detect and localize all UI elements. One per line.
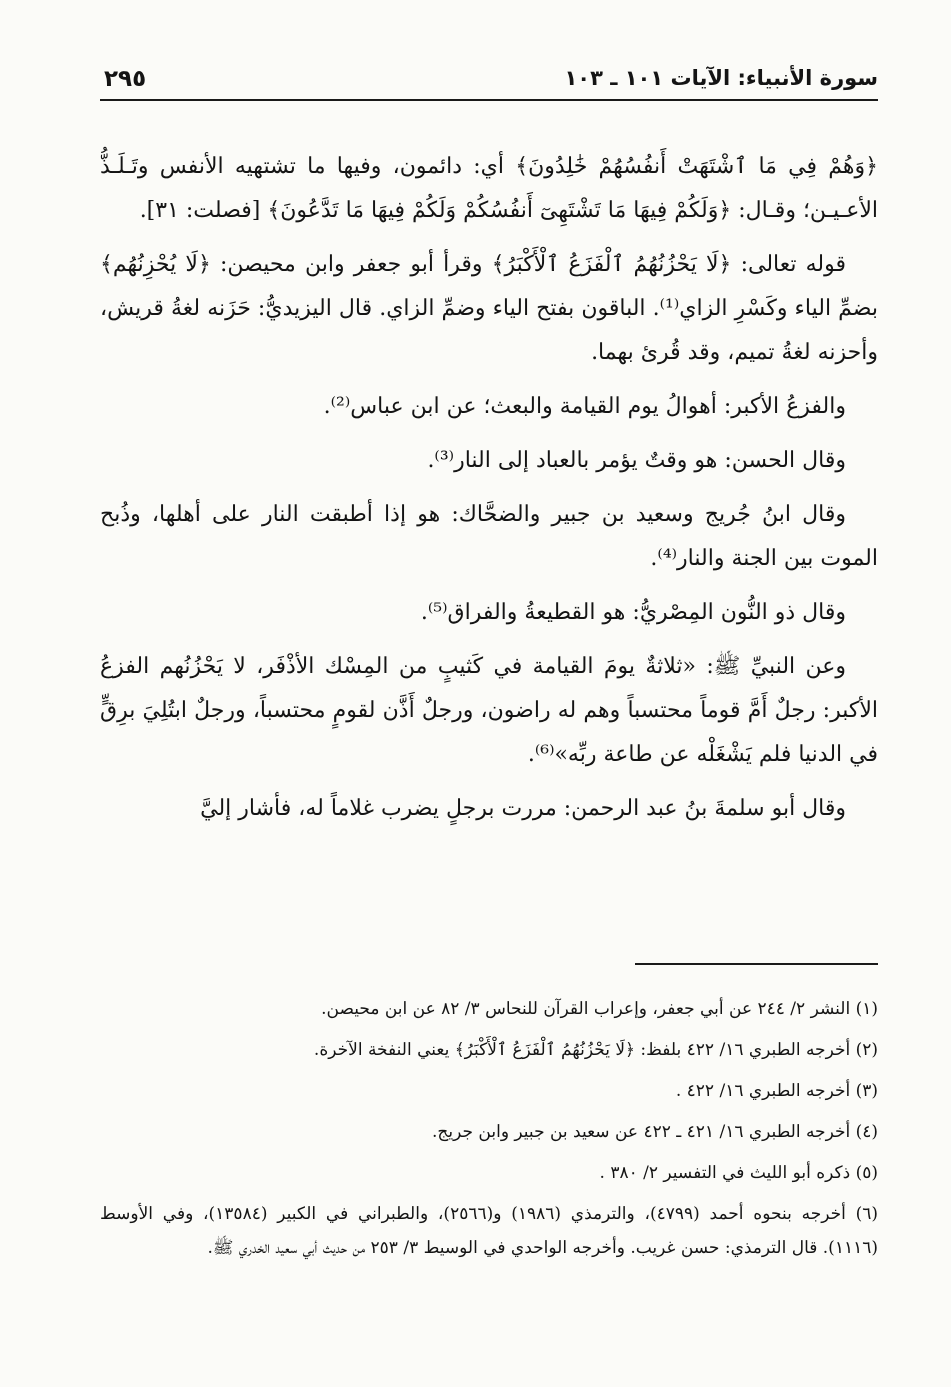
page-number: ٢٩٥ [104, 66, 147, 92]
paragraph: ﴿وَهُمْ فِي مَا ٱشْتَهَتْ أَنفُسُهُمْ خَٰلِدُونَ﴾ أي: دائمون، وفيها ما تشتهيه الأنفس وتَـلَـذُّ الأعـيـن؛ وقـال: ﴿وَلَكُمْ فِيهَا مَا تَشْتَهِىٓ أَنفُسُكُمْ وَلَكُمْ فِيهَا مَا تَدَّعُونَ﴾ [فصلت: ٣١]. [100, 154, 878, 223]
footnote: (٦) أخرجه بنحوه أحمد (٤٧٩٩)، والترمذي (١٩٨٦) و(٢٥٦٦)، والطبراني في الكبير (١٣٥٨٤)، وفي الأوسط (١١١٦). قال الترمذي: حسن غريب. وأخرجه الواحدي في الوسيط ٣/ ٢٥٣ من حديث أبي سعيد الخدري ﷺ. [100, 1204, 878, 1258]
paragraph: وقال الحسن: هو وقتٌ يؤمر بالعباد إلى النار⁽³⁾. [427, 448, 846, 473]
footnote-separator [635, 963, 878, 965]
footnote: (٤) أخرجه الطبري ١٦/ ٤٢١ ـ ٤٢٢ عن سعيد بن جبير وابن جريج. [432, 1122, 878, 1142]
footnote: (٣) أخرجه الطبري ١٦/ ٤٢٢ . [675, 1081, 878, 1101]
running-header [100, 62, 878, 98]
footnote: (١) النشر ٢/ ٢٤٤ عن أبي جعفر، وإعراب القرآن للنحاس ٣/ ٨٢ عن ابن محيصن. [321, 999, 878, 1019]
footnote: (٢) أخرجه الطبري ١٦/ ٤٢٢ بلفظ: ﴿لَا يَحْزُنُهُمُ ٱلْفَزَعُ ٱلْأَكْبَرُ﴾ يعني النفخة الآخرة. [313, 1040, 878, 1060]
main-text [100, 145, 878, 841]
header-title: سورة الأنبياء: الآيات ١٠١ ـ ١٠٣ [564, 66, 878, 90]
footnotes [100, 992, 878, 1272]
paragraph: وقال أبو سلمةَ بنُ عبد الرحمن: مررت برجلٍ يضرب غلاماً له، فأشار إليَّ [200, 796, 846, 821]
footnote: (٥) ذكره أبو الليث في التفسير ٢/ ٣٨٠ . [599, 1163, 878, 1183]
header-rule [100, 99, 878, 101]
paragraph: وقال ابنُ جُريج وسعيد بن جبير والضحَّاك: هو إذا أطبقت النار على أهلها، وذُبح الموت بين الجنة والنار⁽⁴⁾. [100, 502, 878, 571]
paragraph: وقال ذو النُّون المِصْريُّ: هو القطيعةُ والفراق⁽⁵⁾. [420, 600, 846, 625]
paragraph: والفزعُ الأكبر: أهوالُ يوم القيامة والبعث؛ عن ابن عباس⁽²⁾. [323, 394, 846, 419]
paragraph: وعن النبيِّ ﷺ: «ثلاثةٌ يومَ القيامة في كَثيبٍ من المِسْك الأذْفَر، لا يَحْزُنُهم الفزعُ الأكبر: رجلٌ أَمَّ قوماً محتسباً وهم له راضون، ورجلٌ أَذَّن لقومٍ محتسباً، ورجلٌ ابتُلِيَ برِقٍّ في الدنيا فلم يَشْغَلْه عن طاعة ربِّه»⁽⁶⁾. [100, 654, 878, 767]
paragraph: قوله تعالى: ﴿لَا يَحْزُنُهُمُ ٱلْفَزَعُ ٱلْأَكْبَرُ﴾ وقرأ أبو جعفر وابن محيصن: ﴿لَا يُحْزِنُهُم﴾ بضمِّ الياء وكَسْرِ الزاي⁽¹⁾. الباقون بفتح الياء وضمِّ الزاي. قال اليزيديُّ: حَزَنه لغةُ قريش، وأحزنه لغةُ تميم، وقد قُرئ بهما. [100, 252, 878, 365]
